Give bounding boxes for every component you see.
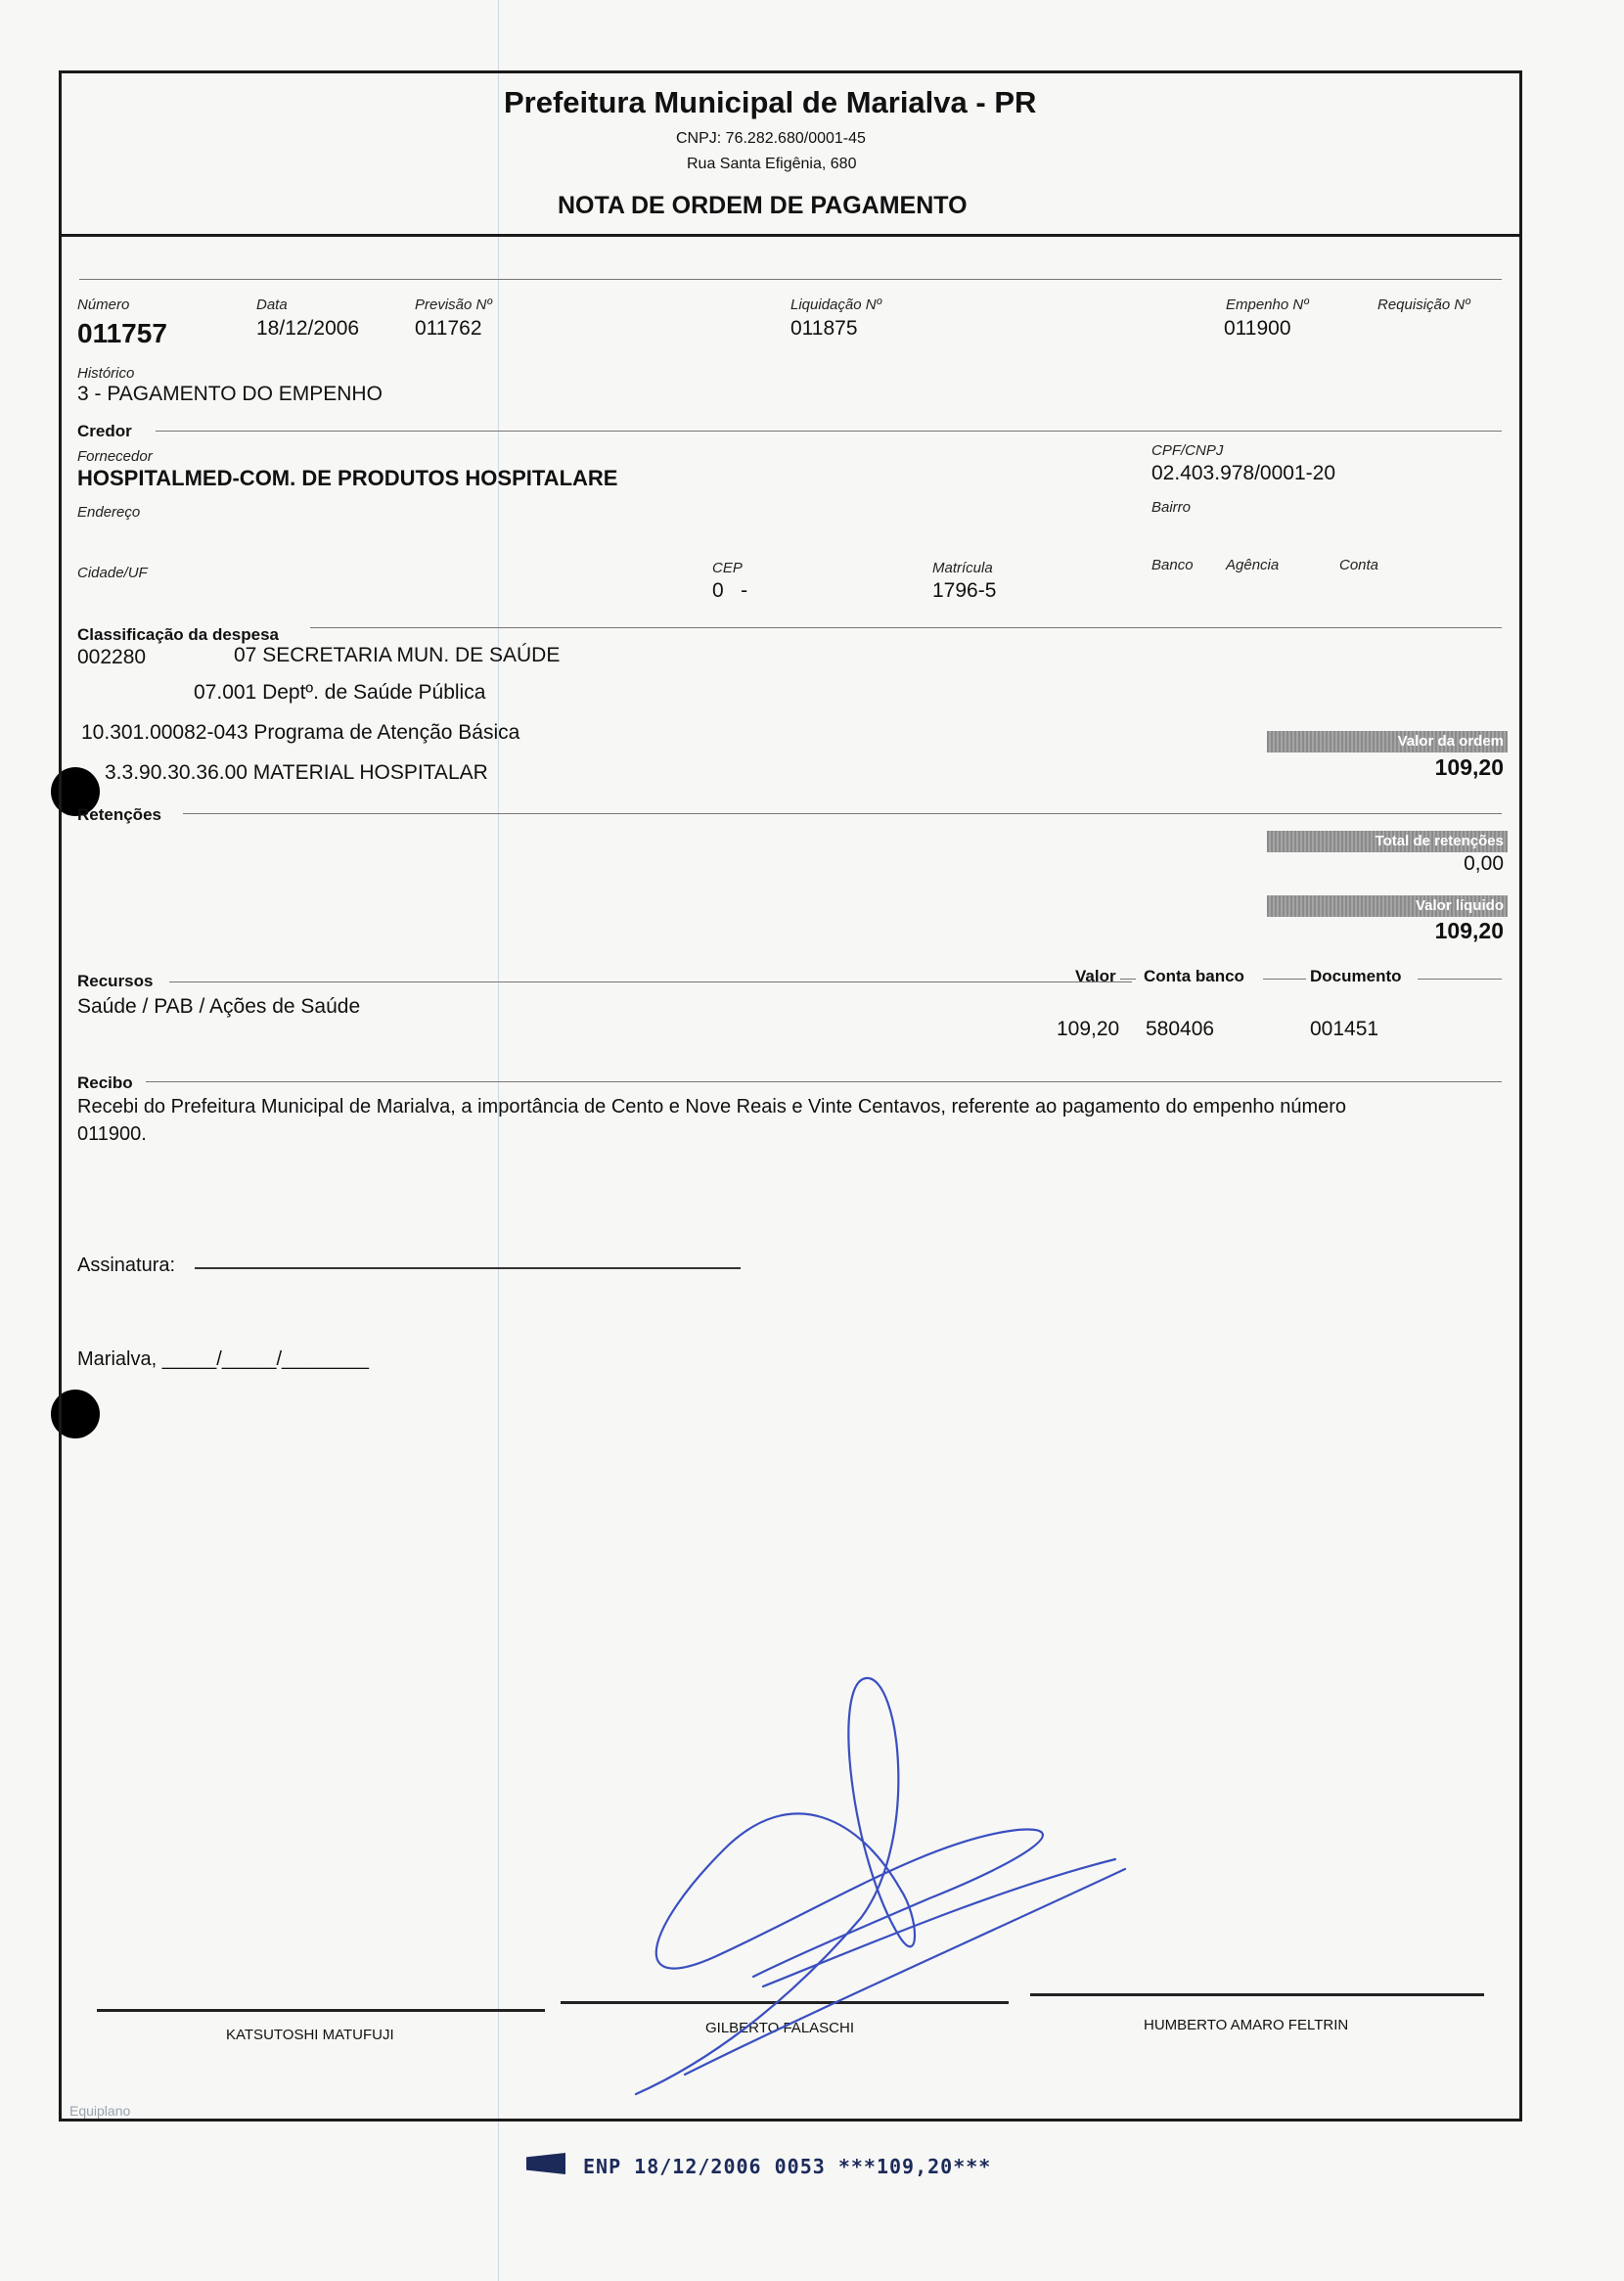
local-data: Marialva, _____/_____/________ <box>77 1348 370 1370</box>
document-title: NOTA DE ORDEM DE PAGAMENTO <box>558 192 968 219</box>
elemento-line: 3.3.90.30.36.00 MATERIAL HOSPITALAR <box>105 761 488 784</box>
divider <box>156 431 1502 432</box>
retencoes-section: Retenções <box>77 805 161 824</box>
signature-line-1 <box>97 2009 545 2012</box>
total-retencoes-value: 0,00 <box>1464 852 1504 875</box>
divider <box>1120 979 1136 980</box>
data-value: 18/12/2006 <box>256 317 360 340</box>
matricula-label: Matrícula <box>932 560 993 576</box>
banco-label: Banco <box>1151 557 1194 573</box>
header-title: Prefeitura Municipal de Marialva - PR <box>504 85 1037 119</box>
conta-label: Conta <box>1339 557 1379 573</box>
liquidacao-label: Liquidação Nº <box>790 297 882 313</box>
signatory-3-name: HUMBERTO AMARO FELTRIN <box>1144 2017 1349 2033</box>
valor-ordem-label: Valor da ordem <box>1397 733 1504 750</box>
cpf-value: 02.403.978/0001-20 <box>1151 462 1336 484</box>
divider <box>169 981 1132 982</box>
recursos-documento-header: Documento <box>1310 967 1402 985</box>
numero-label: Número <box>77 297 130 313</box>
valor-ordem-label-bar <box>1267 731 1508 753</box>
matricula-value: 1796-5 <box>932 579 997 602</box>
endereco-label: Endereço <box>77 504 141 521</box>
brand-watermark: Equiplano <box>69 2103 131 2119</box>
payment-stamp: ENP 18/12/2006 0053 ***109,20*** <box>583 2155 992 2178</box>
cidade-label: Cidade/UF <box>77 565 148 581</box>
header-cnpj: CNPJ: 76.282.680/0001-45 <box>676 130 866 147</box>
agencia-label: Agência <box>1226 557 1280 573</box>
header-divider <box>62 234 1519 237</box>
total-retencoes-label-bar <box>1267 831 1508 852</box>
recibo-text: Recebi do Prefeitura Municipal de Marialva, a importância de Cento e Nove Reais e Vinte Centavos, referente ao pagamento do empenho número <box>77 1096 1347 1118</box>
departamento-line: 07.001 Deptº. de Saúde Pública <box>194 681 486 704</box>
recibo-text-continued: 011900. <box>77 1123 147 1145</box>
valor-liquido-label-bar <box>1267 895 1508 917</box>
total-retencoes-label: Total de retenções <box>1375 833 1504 849</box>
divider <box>1418 979 1502 980</box>
recursos-descricao: Saúde / PAB / Ações de Saúde <box>77 995 361 1018</box>
signatory-1-name: KATSUTOSHI MATUFUJI <box>226 2027 394 2043</box>
recursos-conta-header: Conta banco <box>1144 967 1244 985</box>
fornecedor-value: HOSPITALMED-COM. DE PRODUTOS HOSPITALARE <box>77 466 618 490</box>
assinatura-label: Assinatura: <box>77 1255 176 1276</box>
historico-label: Histórico <box>77 365 135 382</box>
programa-line: 10.301.00082-043 Programa de Atenção Básica <box>81 721 520 744</box>
numero-value: 011757 <box>77 318 167 348</box>
data-label: Data <box>256 297 288 313</box>
recursos-section: Recursos <box>77 972 154 990</box>
bairro-label: Bairro <box>1151 499 1192 516</box>
valor-ordem-value: 109,20 <box>1434 754 1504 780</box>
handwritten-signature <box>607 1664 1154 2114</box>
divider <box>310 627 1502 628</box>
recibo-section: Recibo <box>77 1073 133 1092</box>
divider <box>79 279 1502 280</box>
cep-value: 0 - <box>712 579 748 602</box>
cep-label: CEP <box>712 560 743 576</box>
liquidacao-value: 011875 <box>790 317 858 340</box>
recursos-documento: 001451 <box>1310 1018 1379 1040</box>
valor-liquido-label: Valor líquido <box>1415 897 1504 914</box>
empenho-value: 011900 <box>1224 317 1291 340</box>
cpf-label: CPF/CNPJ <box>1151 442 1224 459</box>
empenho-label: Empenho Nº <box>1226 297 1309 313</box>
recursos-valor-header: Valor <box>1075 967 1116 985</box>
classificacao-section: Classificação da despesa <box>77 625 280 644</box>
header-address: Rua Santa Efigênia, 680 <box>687 156 857 172</box>
fornecedor-label: Fornecedor <box>77 448 153 465</box>
valor-liquido-value: 109,20 <box>1434 918 1504 943</box>
previsao-label: Previsão Nº <box>415 297 492 313</box>
requisicao-label: Requisição Nº <box>1377 297 1470 313</box>
divider <box>146 1081 1502 1082</box>
divider <box>183 813 1502 814</box>
previsao-value: 011762 <box>415 317 482 340</box>
divider <box>1263 979 1306 980</box>
recursos-conta: 580406 <box>1146 1018 1215 1040</box>
assinatura-line <box>195 1267 741 1269</box>
signatory-2-name: GILBERTO FALASCHI <box>705 2020 854 2036</box>
recursos-valor: 109,20 <box>1057 1018 1120 1040</box>
secretaria-line: 07 SECRETARIA MUN. DE SAÚDE <box>234 644 561 666</box>
stamp-logo-icon <box>526 2153 565 2174</box>
dotacao-code: 002280 <box>77 646 147 668</box>
credor-section: Credor <box>77 422 132 440</box>
historico-value: 3 - PAGAMENTO DO EMPENHO <box>77 383 383 405</box>
